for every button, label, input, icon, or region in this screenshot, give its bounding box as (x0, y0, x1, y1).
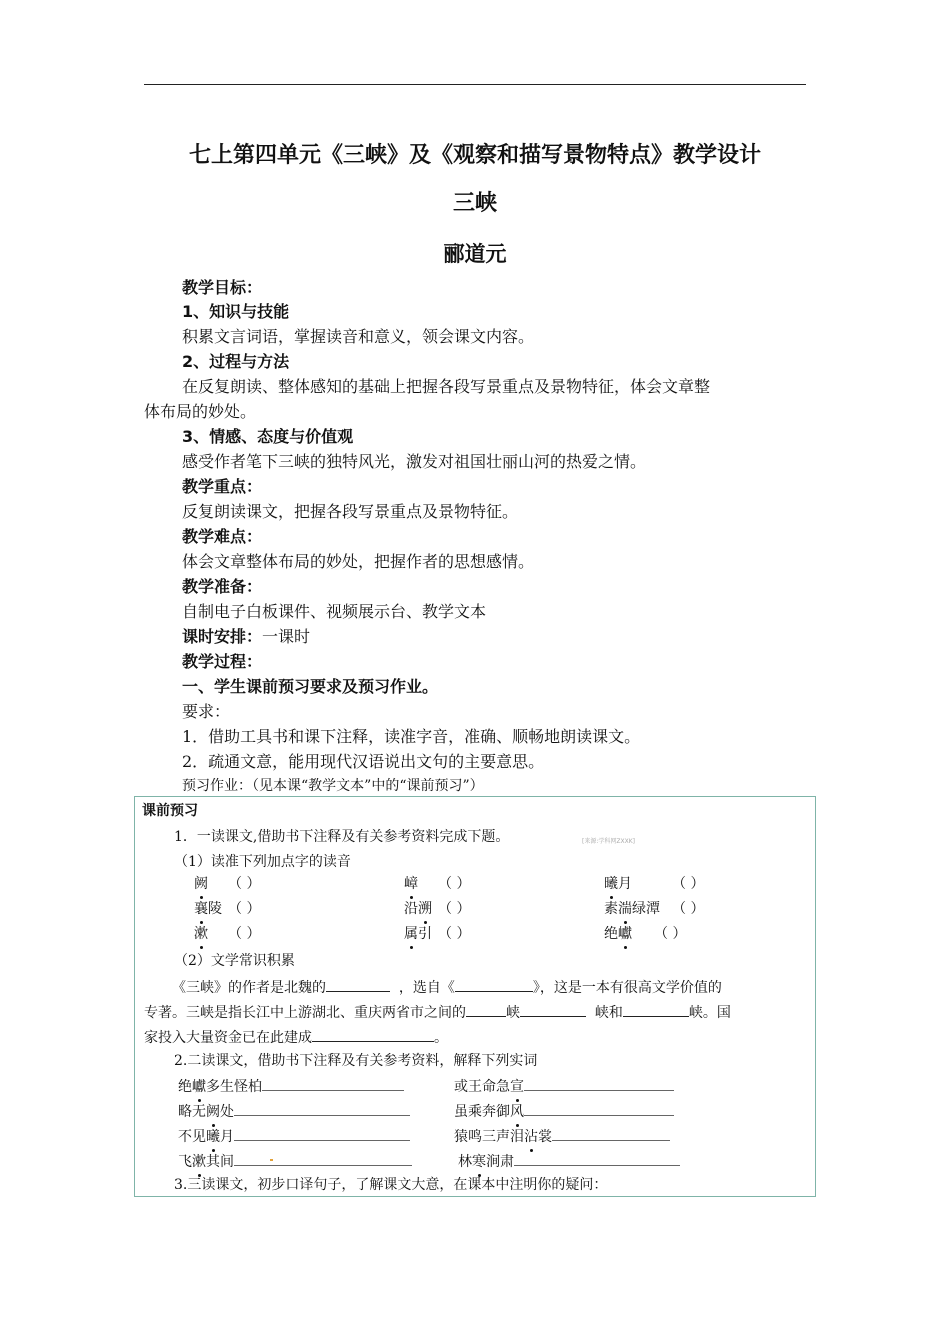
vocab-item-right: 林寒涧肃 (458, 1150, 680, 1172)
header-rule (144, 84, 806, 85)
pron-item: 沿溯 (404, 901, 432, 917)
section1-heading: 一、学生课前预习要求及预习作业。 (182, 677, 439, 696)
pron-item: 襄陵 (194, 901, 222, 917)
preparation-text: 自制电子白板课件、视频展示台、教学文本 (182, 602, 487, 621)
orange-mark (270, 1159, 273, 1161)
pron-item: 绝巘 (604, 926, 632, 942)
vocab-item-left: 飞漱其间 (178, 1150, 412, 1172)
author-blank[interactable] (326, 976, 390, 992)
requirements-label: 要求： (182, 702, 231, 721)
question-2: 2.二读课文，借助书下注释及有关参考资料，解释下列实词 (174, 1053, 538, 1069)
gorge-1-blank[interactable] (466, 1001, 506, 1017)
question-3: 3.三读课文，初步口译句子，了解课文大意，在课本中注明你的疑问： (174, 1177, 608, 1193)
author-name: 郦道元 (443, 242, 507, 266)
schedule-value: 一课时 (262, 627, 311, 646)
vocab-blank[interactable] (514, 1150, 680, 1166)
question-1-part-1: （1）读准下列加点字的读音 (174, 854, 351, 870)
pron-blank[interactable]: （ ） (672, 876, 705, 892)
literature-line-1: 《三峡》的作者是北魏的 ，选自《 》，这是一本有很高文学价值的 (172, 976, 722, 998)
goal2-text-line1: 在反复朗读、整体感知的基础上把握各段写景重点及景物特征，体会文章整 (182, 377, 711, 396)
pron-blank[interactable]: （ ） (654, 926, 687, 942)
vocab-item-left: 不见曦月 (178, 1125, 410, 1147)
goals-heading: 教学目标： (182, 278, 263, 297)
goal1-heading: 1、知识与技能 (182, 302, 290, 321)
preparation-heading: 教学准备： (182, 577, 263, 596)
pron-blank[interactable]: （ ） (228, 926, 261, 942)
goal2-heading: 2、过程与方法 (182, 352, 290, 371)
gorge-3-blank[interactable] (623, 1001, 689, 1017)
source-book-blank[interactable] (455, 976, 533, 992)
question-1: 1．一读课文,借助书下注释及有关参考资料完成下题。 (174, 829, 510, 845)
schedule-line (182, 627, 310, 647)
lesson-title: 三峡 (452, 191, 497, 216)
vocab-blank[interactable] (234, 1150, 412, 1166)
pron-item: 阙 (194, 876, 208, 892)
vocab-item-left: 略无阙处 (178, 1100, 410, 1122)
vocab-item-right: 或王命急宣 (454, 1075, 674, 1097)
vocab-item-right: 猿鸣三声泪沾裳 (454, 1125, 670, 1147)
question-1-part-2: （2）文学常识积累 (174, 953, 295, 969)
vocab-blank[interactable] (262, 1075, 404, 1091)
vocab-blank[interactable] (552, 1125, 670, 1141)
document-title: 七上第四单元《三峡》及《观察和描写景物特点》教学设计 (188, 143, 761, 168)
difficulty-text: 体会文章整体布局的妙处，把握作者的思想感情。 (182, 552, 535, 571)
vocab-blank[interactable] (234, 1100, 410, 1116)
requirement-2: 2．疏通文意，能用现代汉语说出文句的主要意思。 (182, 752, 545, 771)
goal1-text: 积累文言词语，掌握读音和意义，领会课文内容。 (182, 327, 535, 346)
pron-item: 漱 (194, 926, 208, 942)
pron-item: 属引 (404, 926, 432, 942)
requirement-1: 1．借助工具书和课下注释，读准字音，准确、顺畅地朗读课文。 (182, 727, 641, 746)
vocab-item-right: 虽乘奔御风 (454, 1100, 674, 1122)
pron-blank[interactable]: （ ） (438, 876, 471, 892)
homework-line: 预习作业：（见本课“教学文本”中的“课前预习”） (182, 778, 484, 794)
pron-blank[interactable]: （ ） (228, 876, 261, 892)
key-points-heading: 教学重点： (182, 477, 263, 496)
process-heading: 教学过程： (182, 652, 263, 671)
literature-line-2: 专著。三峡是指长江中上游湖北、重庆两省市之间的 峡 峡和 峡。国 (144, 1001, 731, 1023)
pron-blank[interactable]: （ ） (438, 901, 471, 917)
preview-heading: 课前预习 (142, 803, 198, 819)
vocab-item-left: 绝巘多生怪柏 (178, 1075, 404, 1097)
pron-item: 嶂 (404, 876, 418, 892)
pron-item: 曦月 (604, 876, 632, 892)
pron-blank[interactable]: （ ） (438, 926, 471, 942)
source-note: [来源:学科网ZXXK] (582, 838, 635, 845)
vocab-blank[interactable] (524, 1075, 674, 1091)
gorge-2-blank[interactable] (520, 1001, 586, 1017)
project-blank[interactable] (312, 1026, 434, 1042)
key-points-text: 反复朗读课文，把握各段写景重点及景物特征。 (182, 502, 519, 521)
difficulty-heading: 教学难点： (182, 527, 263, 546)
goal2-text-line2: 体布局的妙处。 (144, 402, 257, 421)
goal3-text: 感受作者笔下三峡的独特风光，激发对祖国壮丽山河的热爱之情。 (182, 452, 647, 471)
vocab-blank[interactable] (524, 1100, 674, 1116)
pron-item: 素湍绿潭 (604, 901, 660, 917)
pron-blank[interactable]: （ ） (228, 901, 261, 917)
literature-line-3: 家投入大量资金已在此建成 。 (144, 1026, 448, 1048)
pron-blank[interactable]: （ ） (672, 901, 705, 917)
vocab-blank[interactable] (234, 1125, 410, 1141)
schedule-label: 课时安排： (182, 627, 263, 646)
goal3-heading: 3、情感、态度与价值观 (182, 427, 354, 446)
